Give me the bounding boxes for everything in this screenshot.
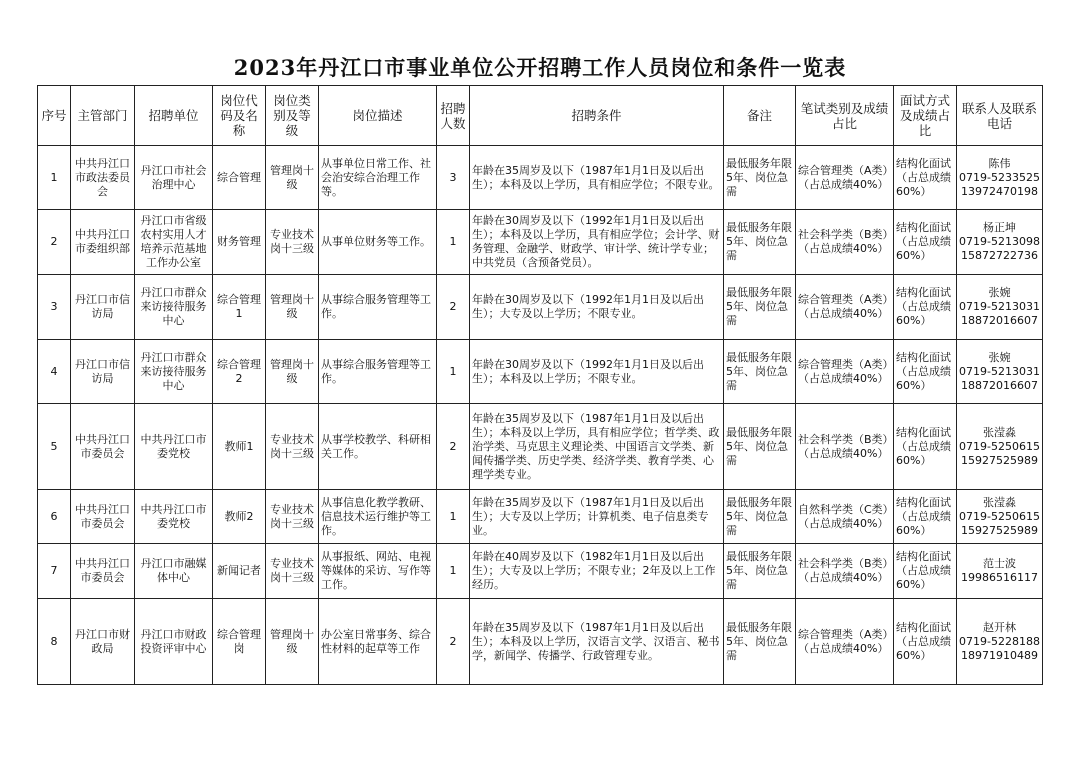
header-dept: 主管部门 xyxy=(71,86,135,146)
cell-desc: 从事综合服务管理等工作。 xyxy=(319,340,437,404)
cell-exam: 综合管理类（A类）（占总成绩40%） xyxy=(796,146,894,210)
cell-cond: 年龄在40周岁及以下（1982年1月1日及以后出生）；大专及以上学历；不限专业；2年及以上工作经历。 xyxy=(470,544,724,599)
cell-code: 教师2 xyxy=(213,490,266,544)
cell-level: 管理岗十级 xyxy=(266,599,319,685)
header-unit: 招聘单位 xyxy=(135,86,213,146)
cell-unit: 丹江口市融媒体中心 xyxy=(135,544,213,599)
cell-desc: 办公室日常事务、综合性材料的起草等工作 xyxy=(319,599,437,685)
cell-note: 最低服务年限5年、岗位急需 xyxy=(724,340,796,404)
cell-seq: 7 xyxy=(38,544,71,599)
cell-dept: 中共丹江口市委员会 xyxy=(71,544,135,599)
cell-seq: 5 xyxy=(38,404,71,490)
cell-unit: 丹江口市财政投资评审中心 xyxy=(135,599,213,685)
table-row xyxy=(38,544,1043,599)
cell-interview: 结构化面试（占总成绩60%） xyxy=(894,340,957,404)
table-row xyxy=(38,490,1043,544)
cell-unit: 丹江口市省级农村实用人才培养示范基地工作办公室 xyxy=(135,210,213,275)
table-row xyxy=(38,404,1043,490)
cell-desc: 从事单位日常工作、社会治安综合治理工作等。 xyxy=(319,146,437,210)
cell-contact xyxy=(957,490,1043,544)
table-row xyxy=(38,146,1043,210)
cell-desc: 从事报纸、网站、电视等媒体的采访、写作等工作。 xyxy=(319,544,437,599)
cell-level: 专业技术岗十三级 xyxy=(266,210,319,275)
table-row xyxy=(38,210,1043,275)
cell-interview: 结构化面试（占总成绩60%） xyxy=(894,275,957,340)
document-title: 2023年丹江口市事业单位公开招聘工作人员岗位和条件一览表 xyxy=(233,55,847,80)
header-note: 备注 xyxy=(724,86,796,146)
header-code: 岗位代码及名称 xyxy=(213,86,266,146)
contact-name: 范士波 xyxy=(983,557,1016,570)
contact-mobile: 18872016607 xyxy=(961,314,1038,327)
contact-name: 张婉 xyxy=(988,286,1011,299)
cell-level: 专业技术岗十三级 xyxy=(266,490,319,544)
cell-dept: 中共丹江口市委组织部 xyxy=(71,210,135,275)
cell-count: 2 xyxy=(437,404,470,490)
cell-code: 综合管理 xyxy=(213,146,266,210)
contact-mobile: 18872016607 xyxy=(961,378,1038,392)
cell-desc: 从事单位财务等工作。 xyxy=(319,210,437,275)
cell-level: 专业技术岗十三级 xyxy=(266,544,319,599)
cell-desc: 从事信息化教学教研、信息技术运行维护等工作。 xyxy=(319,490,437,544)
cell-contact xyxy=(957,599,1043,685)
contact-name: 张滢淼 xyxy=(983,425,1016,439)
cell-exam: 综合管理类（A类）（占总成绩40%） xyxy=(796,599,894,685)
contact-tel: 0719-5233525 xyxy=(959,170,1040,184)
cell-note: 最低服务年限5年、岗位急需 xyxy=(724,210,796,275)
contact-tel: 19986516117 xyxy=(961,571,1038,584)
positions-table xyxy=(37,85,1043,685)
cell-dept: 丹江口市信访局 xyxy=(71,275,135,340)
cell-contact xyxy=(957,340,1043,404)
contact-mobile: 15927525989 xyxy=(961,453,1038,467)
cell-level: 管理岗十级 xyxy=(266,146,319,210)
header-count: 招聘人数 xyxy=(437,86,470,146)
cell-dept: 中共丹江口市政法委员会 xyxy=(71,146,135,210)
cell-count: 1 xyxy=(437,210,470,275)
header-level: 岗位类别及等级 xyxy=(266,86,319,146)
cell-interview: 结构化面试（占总成绩60%） xyxy=(894,210,957,275)
contact-name: 杨正坤 xyxy=(983,221,1016,234)
header-exam: 笔试类别及成绩占比 xyxy=(796,86,894,146)
cell-exam: 社会科学类（B类）（占总成绩40%） xyxy=(796,544,894,599)
cell-interview: 结构化面试（占总成绩60%） xyxy=(894,404,957,490)
table-row xyxy=(38,340,1043,404)
cell-seq: 3 xyxy=(38,275,71,340)
cell-cond: 年龄在35周岁及以下（1987年1月1日及以后出生）；本科及以上学历，具有相应学位；哲学类、政治学类、马克思主义理论类、中国语言文学类、新闻传播学类、历史学类、经济学类、教育学类、心理学类专业。 xyxy=(470,404,724,490)
cell-code: 综合管理岗 xyxy=(213,599,266,685)
cell-interview: 结构化面试（占总成绩60%） xyxy=(894,490,957,544)
cell-level: 管理岗十级 xyxy=(266,340,319,404)
cell-unit: 中共丹江口市委党校 xyxy=(135,404,213,490)
cell-contact xyxy=(957,275,1043,340)
contact-name: 张婉 xyxy=(988,350,1011,364)
contact-tel: 0719-5213031 xyxy=(959,364,1040,378)
cell-level: 管理岗十级 xyxy=(266,275,319,340)
contact-tel: 0719-5213031 xyxy=(959,300,1040,313)
cell-contact xyxy=(957,146,1043,210)
cell-desc: 从事综合服务管理等工作。 xyxy=(319,275,437,340)
contact-tel: 0719-5250615 xyxy=(959,509,1040,523)
cell-seq: 6 xyxy=(38,490,71,544)
contact-mobile: 13972470198 xyxy=(961,184,1038,198)
cell-count: 1 xyxy=(437,544,470,599)
cell-exam: 自然科学类（C类）（占总成绩40%） xyxy=(796,490,894,544)
header-desc: 岗位描述 xyxy=(319,86,437,146)
cell-note: 最低服务年限5年、岗位急需 xyxy=(724,490,796,544)
cell-cond: 年龄在35周岁及以下（1987年1月1日及以后出生）；本科及以上学历，具有相应学位；不限专业。 xyxy=(470,146,724,210)
cell-unit: 丹江口市群众来访接待服务中心 xyxy=(135,340,213,404)
contact-name: 赵开林 xyxy=(983,620,1016,634)
cell-contact xyxy=(957,544,1043,599)
cell-code: 教师1 xyxy=(213,404,266,490)
cell-note: 最低服务年限5年、岗位急需 xyxy=(724,275,796,340)
cell-desc: 从事学校教学、科研相关工作。 xyxy=(319,404,437,490)
cell-code: 新闻记者 xyxy=(213,544,266,599)
cell-dept: 中共丹江口市委员会 xyxy=(71,404,135,490)
header-seq: 序号 xyxy=(38,86,71,146)
header-interview: 面试方式及成绩占比 xyxy=(894,86,957,146)
cell-cond: 年龄在30周岁及以下（1992年1月1日及以后出生）；大专及以上学历；不限专业。 xyxy=(470,275,724,340)
cell-exam: 社会科学类（B类）（占总成绩40%） xyxy=(796,210,894,275)
cell-dept: 丹江口市财政局 xyxy=(71,599,135,685)
contact-tel: 0719-5228188 xyxy=(959,634,1040,648)
contact-mobile: 15927525989 xyxy=(961,523,1038,537)
cell-seq: 8 xyxy=(38,599,71,685)
cell-exam: 社会科学类（B类）（占总成绩40%） xyxy=(796,404,894,490)
cell-note: 最低服务年限5年、岗位急需 xyxy=(724,404,796,490)
cell-interview: 结构化面试（占总成绩60%） xyxy=(894,599,957,685)
cell-count: 2 xyxy=(437,275,470,340)
header-cond: 招聘条件 xyxy=(470,86,724,146)
cell-exam: 综合管理类（A类）（占总成绩40%） xyxy=(796,275,894,340)
cell-note: 最低服务年限5年、岗位急需 xyxy=(724,544,796,599)
cell-dept: 中共丹江口市委员会 xyxy=(71,490,135,544)
cell-count: 1 xyxy=(437,340,470,404)
contact-mobile: 18971910489 xyxy=(961,648,1038,662)
cell-level: 专业技术岗十三级 xyxy=(266,404,319,490)
table-header-row xyxy=(38,86,1043,146)
cell-count: 1 xyxy=(437,490,470,544)
contact-name: 陈伟 xyxy=(988,156,1011,170)
cell-dept: 丹江口市信访局 xyxy=(71,340,135,404)
contact-tel: 0719-5213098 xyxy=(959,235,1040,248)
table-row xyxy=(38,275,1043,340)
table-row xyxy=(38,599,1043,685)
contact-name: 张滢淼 xyxy=(983,495,1016,509)
cell-unit: 丹江口市社会治理中心 xyxy=(135,146,213,210)
cell-interview: 结构化面试（占总成绩60%） xyxy=(894,544,957,599)
cell-cond: 年龄在35周岁及以下（1987年1月1日及以后出生）；本科及以上学历，汉语言文学、汉语言、秘书学，新闻学、传播学、行政管理专业。 xyxy=(470,599,724,685)
cell-unit: 丹江口市群众来访接待服务中心 xyxy=(135,275,213,340)
cell-cond: 年龄在35周岁及以下（1987年1月1日及以后出生）；大专及以上学历；计算机类、电子信息类专业。 xyxy=(470,490,724,544)
cell-note: 最低服务年限5年、岗位急需 xyxy=(724,146,796,210)
contact-mobile: 15872722736 xyxy=(961,249,1038,262)
cell-contact xyxy=(957,210,1043,275)
cell-unit: 中共丹江口市委党校 xyxy=(135,490,213,544)
cell-exam: 综合管理类（A类）（占总成绩40%） xyxy=(796,340,894,404)
cell-cond: 年龄在30周岁及以下（1992年1月1日及以后出生）；本科及以上学历；不限专业。 xyxy=(470,340,724,404)
cell-contact xyxy=(957,404,1043,490)
cell-count: 2 xyxy=(437,599,470,685)
header-contact: 联系人及联系电话 xyxy=(957,86,1043,146)
cell-code: 综合管理1 xyxy=(213,275,266,340)
cell-seq: 1 xyxy=(38,146,71,210)
cell-note: 最低服务年限5年、岗位急需 xyxy=(724,599,796,685)
cell-code: 综合管理2 xyxy=(213,340,266,404)
contact-tel: 0719-5250615 xyxy=(959,439,1040,453)
cell-code: 财务管理 xyxy=(213,210,266,275)
cell-interview: 结构化面试（占总成绩60%） xyxy=(894,146,957,210)
cell-count: 3 xyxy=(437,146,470,210)
cell-seq: 4 xyxy=(38,340,71,404)
cell-cond: 年龄在30周岁及以下（1992年1月1日及以后出生）；本科及以上学历，具有相应学位；会计学、财务管理、金融学、财政学、审计学、统计学专业；中共党员（含预备党员）。 xyxy=(470,210,724,275)
cell-seq: 2 xyxy=(38,210,71,275)
